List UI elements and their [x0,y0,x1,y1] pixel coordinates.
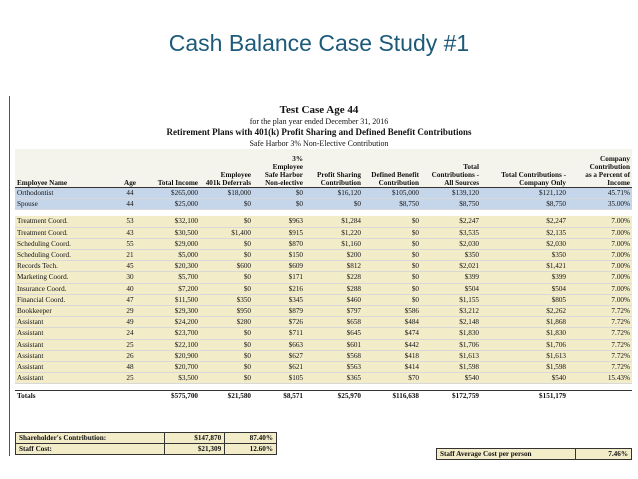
cell-age: 21 [117,250,143,261]
cell-total-company: $805 [481,294,568,305]
cell-percent-income: 7.00% [568,250,632,261]
cell-deferral: $0 [200,328,253,339]
cell-defined-benefit: $586 [363,306,421,317]
cell-total-company: $8,750 [481,199,568,210]
cell-total-all-sources: $504 [421,283,481,294]
cell-total-all-sources: $3,535 [421,227,481,238]
cell-percent-income: 7.72% [568,306,632,317]
staff-row [15,350,632,361]
cell-defined-benefit: $0 [363,250,421,261]
cell-total-income: $5,000 [143,250,200,261]
cell-profit-sharing: $563 [305,362,363,373]
totals-row [15,391,632,402]
case-title: Test Case Age 44 [279,104,359,116]
cell-profit-sharing: $1,160 [305,238,363,249]
cell-deferral: $280 [200,317,253,328]
cell-total-all-sources: $2,030 [421,238,481,249]
cell-safe-harbor: $627 [253,350,305,361]
cell-safe-harbor: $105 [253,373,305,384]
cell-profit-sharing: $601 [305,339,363,350]
staff-cost-percent: 12.60% [225,444,277,455]
cell-deferral: $0 [200,238,253,249]
cell-total-income: $20,900 [143,350,200,361]
cell-total-all-sources: $3,212 [421,306,481,317]
cell-deferral: $18,000 [200,188,253,199]
cell-percent-income: 35.00% [568,199,632,210]
cell-total-income: $22,100 [143,339,200,350]
cell-total-income: $29,300 [143,306,200,317]
cell-total-all-sources: $172,759 [421,391,481,402]
cell-deferral: $0 [200,373,253,384]
col-header-pct: Company Contribution as a Percent of Income [568,149,632,188]
cell-defined-benefit: $442 [363,339,421,350]
cell-name: Records Tech. [15,261,117,272]
cell-total-all-sources: $1,830 [421,328,481,339]
shareholder-label: Shareholder's Contribution: [16,433,165,444]
staff-row [15,250,632,261]
cell-percent-income: 7.72% [568,339,632,350]
cell-profit-sharing: $25,970 [305,391,363,402]
spacer-cell [15,384,632,391]
cell-age [117,391,143,402]
cell-total-income: $29,000 [143,238,200,249]
cell-total-income: $5,700 [143,272,200,283]
cell-total-company: $1,613 [481,350,568,361]
cell-name: Totals [15,391,117,402]
cell-safe-harbor: $726 [253,317,305,328]
col-header-total-company: Total Contributions - Company Only [481,149,568,188]
staff-cost-label: Staff Cost: [16,444,165,455]
owner-row [15,188,632,199]
cell-percent-income: 7.00% [568,216,632,227]
cell-safe-harbor: $345 [253,294,305,305]
cell-defined-benefit: $484 [363,317,421,328]
cell-profit-sharing: $460 [305,294,363,305]
cell-deferral: $21,580 [200,391,253,402]
cell-percent-income: 7.72% [568,328,632,339]
cell-deferral: $0 [200,339,253,350]
staff-row [15,272,632,283]
staff-cost-amount: $21,309 [165,444,225,455]
cell-name: Assistant [15,339,117,350]
cell-name: Financial Coord. [15,294,117,305]
cell-safe-harbor: $870 [253,238,305,249]
cell-safe-harbor: $879 [253,306,305,317]
cell-safe-harbor: $0 [253,199,305,210]
cell-profit-sharing: $658 [305,317,363,328]
col-header-safe-harbor: 3% Employee Safe Harbor Non-elective [253,149,305,188]
cell-total-company: $1,706 [481,339,568,350]
cell-safe-harbor: $8,571 [253,391,305,402]
col-header-profit-sharing: Profit Sharing Contribution [305,149,363,188]
cell-total-company: $2,262 [481,306,568,317]
cell-profit-sharing: $200 [305,250,363,261]
cell-profit-sharing: $568 [305,350,363,361]
cell-percent-income: 7.00% [568,238,632,249]
cell-profit-sharing: $1,284 [305,216,363,227]
cell-percent-income: 7.00% [568,227,632,238]
case-plan-description: Retirement Plans with 401(k) Profit Sharing and Defined Benefit Contributions [166,127,472,137]
cell-defined-benefit: $418 [363,350,421,361]
cell-age: 26 [117,350,143,361]
cell-profit-sharing: $797 [305,306,363,317]
staff-row [15,317,632,328]
staff-row [15,339,632,350]
cell-defined-benefit: $0 [363,283,421,294]
cell-percent-income: 7.72% [568,362,632,373]
staff-average-box [436,448,632,460]
cell-defined-benefit: $474 [363,328,421,339]
staff-row [15,261,632,272]
cell-deferral: $1,400 [200,227,253,238]
cell-deferral: $0 [200,272,253,283]
staff-cost-row [16,444,277,455]
cell-name: Assistant [15,373,117,384]
staff-row [15,238,632,249]
cell-name: Assistant [15,350,117,361]
cell-total-company: $2,030 [481,238,568,249]
cell-total-company: $504 [481,283,568,294]
cell-defined-benefit: $0 [363,238,421,249]
cell-total-company: $2,247 [481,216,568,227]
cell-defined-benefit: $0 [363,216,421,227]
shareholder-summary-box [15,432,277,455]
col-header-name: Employee Name [15,149,117,188]
cell-total-income: $24,200 [143,317,200,328]
cell-defined-benefit: $0 [363,227,421,238]
cell-name: Marketing Coord. [15,272,117,283]
cell-age: 44 [117,199,143,210]
cell-total-all-sources: $8,750 [421,199,481,210]
cell-total-all-sources: $1,155 [421,294,481,305]
cell-total-company: $1,868 [481,317,568,328]
cell-defined-benefit: $105,000 [363,188,421,199]
col-header-total-all: Total Contributions - All Sources [421,149,481,188]
cell-total-all-sources: $1,613 [421,350,481,361]
staff-average-row [437,449,632,460]
cell-total-income: $20,700 [143,362,200,373]
shareholder-percent: 87.40% [225,433,277,444]
owner-row [15,199,632,210]
spacer-row [15,384,632,391]
cell-safe-harbor: $663 [253,339,305,350]
cell-safe-harbor: $963 [253,216,305,227]
cell-total-company: $399 [481,272,568,283]
cell-total-all-sources: $2,148 [421,317,481,328]
cell-age: 53 [117,216,143,227]
contribution-table [15,149,632,402]
cell-defined-benefit: $0 [363,272,421,283]
cell-age: 25 [117,339,143,350]
cell-age: 48 [117,362,143,373]
cell-safe-harbor: $171 [253,272,305,283]
cell-age: 30 [117,272,143,283]
cell-percent-income: 45.71% [568,188,632,199]
cell-defined-benefit: $0 [363,294,421,305]
cell-name: Treatment Coord. [15,216,117,227]
cell-deferral: $600 [200,261,253,272]
cell-profit-sharing: $1,220 [305,227,363,238]
cell-deferral: $350 [200,294,253,305]
cell-safe-harbor: $150 [253,250,305,261]
cell-total-income: $3,500 [143,373,200,384]
cell-percent-income: 7.00% [568,283,632,294]
cell-age: 47 [117,294,143,305]
case-safe-harbor-note: Safe Harbor 3% Non-Elective Contribution [249,139,389,148]
staff-row [15,294,632,305]
cell-percent-income: 7.72% [568,317,632,328]
staff-row [15,216,632,227]
cell-defined-benefit: $116,638 [363,391,421,402]
slide-title: Cash Balance Case Study #1 [168,30,470,56]
cell-total-income: $11,500 [143,294,200,305]
cell-total-company: $350 [481,250,568,261]
cell-total-income: $23,700 [143,328,200,339]
cell-total-income: $7,200 [143,283,200,294]
cell-name: Treatment Coord. [15,227,117,238]
cell-age: 44 [117,188,143,199]
cell-name: Bookkeeper [15,306,117,317]
cell-total-company: $540 [481,373,568,384]
cell-deferral: $950 [200,306,253,317]
col-header-deferral: Employee 401k Deferrals [200,149,253,188]
cell-age: 29 [117,306,143,317]
cell-total-income: $30,500 [143,227,200,238]
cell-safe-harbor: $621 [253,362,305,373]
cell-age: 24 [117,328,143,339]
cell-percent-income: 7.00% [568,294,632,305]
cell-percent-income: 7.72% [568,350,632,361]
case-subtitle: for the plan year ended December 31, 2016 [249,117,389,126]
col-header-age: Age [117,149,143,188]
staff-row [15,373,632,384]
cell-safe-harbor: $711 [253,328,305,339]
cell-total-income: $25,000 [143,199,200,210]
cell-safe-harbor: $216 [253,283,305,294]
cell-deferral: $0 [200,283,253,294]
cell-deferral: $0 [200,350,253,361]
cell-name: Assistant [15,317,117,328]
cell-age: 40 [117,283,143,294]
cell-age: 45 [117,261,143,272]
cell-total-company: $121,120 [481,188,568,199]
cell-defined-benefit: $414 [363,362,421,373]
cell-total-all-sources: $399 [421,272,481,283]
cell-percent-income: 7.00% [568,261,632,272]
cell-age: 55 [117,238,143,249]
shareholder-amount: $147,870 [165,433,225,444]
cell-safe-harbor: $0 [253,188,305,199]
cell-name: Scheduling Coord. [15,238,117,249]
cell-percent-income: 7.00% [568,272,632,283]
cell-profit-sharing: $228 [305,272,363,283]
cell-name: Assistant [15,328,117,339]
cell-total-all-sources: $139,120 [421,188,481,199]
cell-name: Scheduling Coord. [15,250,117,261]
cell-total-income: $32,100 [143,216,200,227]
cell-age: 43 [117,227,143,238]
cell-total-company: $2,135 [481,227,568,238]
staff-average-label: Staff Average Cost per person [437,449,576,460]
cell-total-all-sources: $2,021 [421,261,481,272]
col-header-defined-benefit: Defined Benefit Contribution [363,149,421,188]
cell-total-all-sources: $1,706 [421,339,481,350]
cell-percent-income: 15.43% [568,373,632,384]
cell-age: 49 [117,317,143,328]
cell-deferral: $0 [200,362,253,373]
staff-average-value: 7.46% [576,449,632,460]
cell-total-company: $1,598 [481,362,568,373]
left-accent-line [9,96,10,456]
cell-total-all-sources: $2,247 [421,216,481,227]
cell-profit-sharing: $16,120 [305,188,363,199]
cell-total-company: $151,179 [481,391,568,402]
cell-total-income: $20,300 [143,261,200,272]
cell-total-all-sources: $1,598 [421,362,481,373]
cell-profit-sharing: $812 [305,261,363,272]
cell-safe-harbor: $609 [253,261,305,272]
cell-total-company: $1,421 [481,261,568,272]
staff-row [15,283,632,294]
col-header-income: Total Income [143,149,200,188]
cell-name: Assistant [15,362,117,373]
cell-total-company: $1,830 [481,328,568,339]
cell-profit-sharing: $365 [305,373,363,384]
cell-total-income: $265,000 [143,188,200,199]
shareholder-row [16,433,277,444]
cell-profit-sharing: $645 [305,328,363,339]
cell-deferral: $0 [200,199,253,210]
cell-total-all-sources: $540 [421,373,481,384]
cell-defined-benefit: $8,750 [363,199,421,210]
cell-profit-sharing: $288 [305,283,363,294]
cell-safe-harbor: $915 [253,227,305,238]
table-header-row [15,149,632,188]
staff-row [15,227,632,238]
staff-row [15,328,632,339]
cell-defined-benefit: $70 [363,373,421,384]
cell-deferral: $0 [200,216,253,227]
cell-profit-sharing: $0 [305,199,363,210]
staff-row [15,362,632,373]
cell-age: 25 [117,373,143,384]
cell-defined-benefit: $0 [363,261,421,272]
cell-deferral: $0 [200,250,253,261]
cell-name: Spouse [15,199,117,210]
cell-name: Insurance Coord. [15,283,117,294]
cell-name: Orthodontist [15,188,117,199]
cell-total-all-sources: $350 [421,250,481,261]
cell-total-income: $575,700 [143,391,200,402]
cell-percent-income [568,391,632,402]
staff-row [15,306,632,317]
